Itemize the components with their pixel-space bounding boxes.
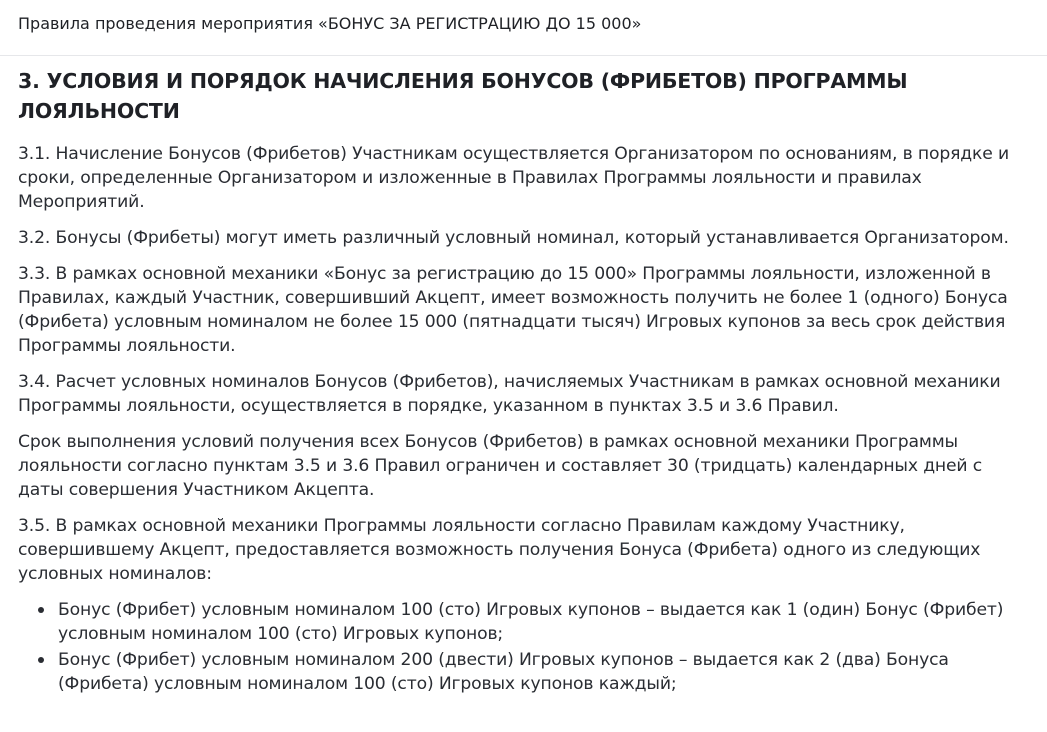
paragraph-3-4: 3.4. Расчет условных номиналов Бонусов (Фрибетов), начисляемых Участникам в рамках основной механики Программы лояльности, осуществляется в порядке, указанном в пунктах 3.5 и 3.6 Правил. bbox=[18, 372, 1001, 416]
paragraph-3-5: 3.5. В рамках основной механики Программы лояльности согласно Правилам каждому Участнику, совершившему Акцепт, предоставляется возможность получения Бонуса (Фрибета) одного из следующих условных номиналов: bbox=[18, 516, 981, 584]
section-title: 3. УСЛОВИЯ И ПОРЯДОК НАЧИСЛЕНИЯ БОНУСОВ (ФРИБЕТОВ) ПРОГРАММЫ ЛОЯЛЬНОСТИ bbox=[18, 69, 908, 123]
list-item-text: Бонус (Фрибет) условным номиналом 200 (двести) Игровых купонов – выдается как 2 (два) Бонуса (Фрибета) условным номиналом 100 (сто) Игровых купонов каждый; bbox=[58, 650, 949, 694]
paragraph-deadline: Срок выполнения условий получения всех Бонусов (Фрибетов) в рамках основной механики Программы лояльности согласно пунктам 3.5 и 3.6 Правил ограничен и составляет 30 (тридцать) календарных дней с даты совершения Участником Акцепта. bbox=[18, 432, 983, 500]
bullet-icon bbox=[38, 657, 44, 663]
list-item bbox=[38, 648, 1029, 696]
list-item bbox=[38, 598, 1029, 646]
page-header bbox=[0, 0, 1047, 56]
paragraph-3-1: 3.1. Начисление Бонусов (Фрибетов) Участникам осуществляется Организатором по основаниям, в порядке и сроки, определенные Организатором и изложенные в Правилах Программы лояльности и правилах Мероприятий. bbox=[18, 144, 1009, 212]
bullet-icon bbox=[38, 607, 44, 613]
document-title: Правила проведения мероприятия «БОНУС ЗА РЕГИСТРАЦИЮ ДО 15 000» bbox=[18, 14, 642, 33]
list-item-text: Бонус (Фрибет) условным номиналом 100 (сто) Игровых купонов – выдается как 1 (один) Бонус (Фрибет) условным номиналом 100 (сто) Игровых купонов; bbox=[58, 600, 1004, 644]
paragraph-3-3: 3.3. В рамках основной механики «Бонус за регистрацию до 15 000» Программы лояльности, изложенной в Правилах, каждый Участник, совершивший Акцепт, имеет возможность получить не более 1 (одного) Бонуса (Фрибета) условным номиналом не более 15 000 (пятнадцати тысяч) Игровых купонов за весь срок действия Программы лояльности. bbox=[18, 264, 1008, 356]
paragraph-3-2: 3.2. Бонусы (Фрибеты) могут иметь различный условный номинал, который устанавливается Организатором. bbox=[18, 228, 1009, 248]
bonus-options-list bbox=[18, 598, 1029, 696]
document-content bbox=[0, 56, 1047, 696]
